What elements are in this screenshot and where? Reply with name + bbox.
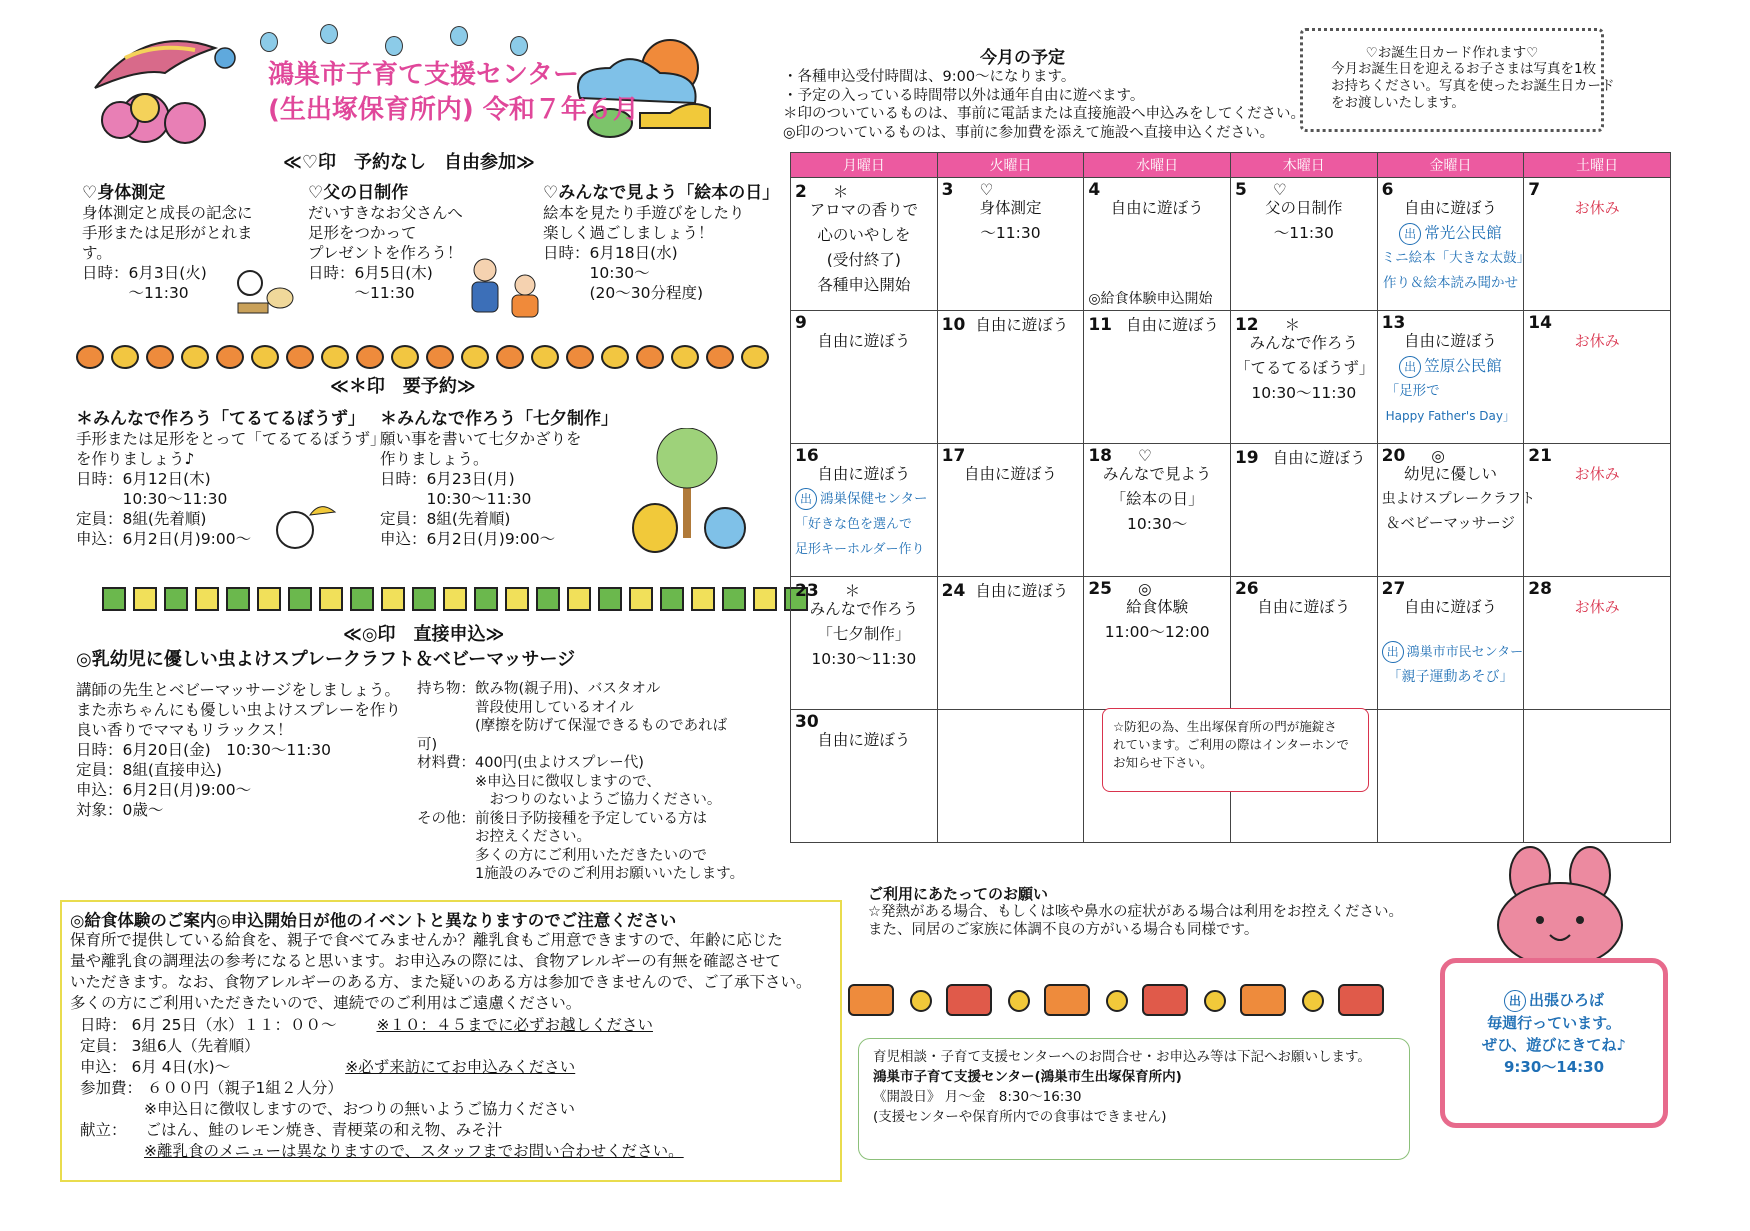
title-line-1: 鴻巣市子育て支援センター <box>268 60 579 90</box>
calendar-day-9: 9 自由に遊ぼう <box>791 311 938 444</box>
direct-event-title: ◎乳幼児に優しい虫よけスプレークラフト＆ベビーマッサージ <box>76 649 576 670</box>
calendar-day-10: 10 自由に遊ぼう <box>937 311 1084 444</box>
direct-event-notes: 持ち物：飲み物(親子用)、バスタオル 普段使用しているオイル (摩擦を防げて保湿できるものであれば 可) 材料費：400円(虫よけスプレー代) ※申込日に徴収しますので、 おつりのないようご協力ください。 その他：前後日予防接種を予定している方は お控えください。 多くの方にご利用いただきたいので 1施設のみでのご利用お願いいたします。 <box>417 681 745 882</box>
event-body-measurement: ♡身体測定 身体測定と成長の記念に 手形または足形がとれま す。 日時：6月3日(火) ～11:30 <box>82 178 253 303</box>
calendar-day-27: 27 自由に遊ぼう 出 鴻巣市市民センター 「親子運動あそび」 <box>1377 577 1524 710</box>
scale-dog-illustration <box>228 258 298 323</box>
calendar-day-25: 25 ◎ 給食体験 11:00～12:00 <box>1084 577 1231 710</box>
tanabata-tree-illustration <box>615 428 765 558</box>
calendar-week-2 <box>791 311 1671 444</box>
calendar-week-3 <box>791 444 1671 577</box>
calendar-day-7: 7 お休み <box>1524 178 1671 311</box>
outreach-badge: 出 <box>795 488 817 510</box>
calendar-day-6: 6 自由に遊ぼう 出 常光公民館 ミニ絵本「大きな太鼓」 作り＆絵本読み聞かせ <box>1377 178 1524 311</box>
dot-divider-2 <box>102 587 808 611</box>
event-fathers-day: ♡父の日制作 だいすきなお父さんへ 足形をつかって プレゼントを作ろう！ 日時：6月5日(木) ～11:30 <box>308 178 463 303</box>
calendar-day-12: 12 ＊ みんなで作ろう 「てるてるぼうず」 10:30～11:30 <box>1230 311 1377 444</box>
reserve-section-heading: ≪＊印 要予約≫ <box>330 376 476 397</box>
calendar-day-30: 30 自由に遊ぼう <box>791 710 938 843</box>
schedule-heading: 今月の予定 <box>980 48 1065 68</box>
calendar-week-4 <box>791 577 1671 710</box>
lunch-title: ◎給食体験のご案内◎申込開始日が他のイベントと異なりますのでご注意ください <box>70 911 677 930</box>
calendar-day-21: 21 お休み <box>1524 444 1671 577</box>
calendar-day-28: 28 お休み <box>1524 577 1671 710</box>
umbrella-frog-illustration <box>85 28 275 148</box>
calendar-header-row: 月曜日 火曜日 水曜日 木曜日 金曜日 土曜日 <box>791 153 1671 178</box>
calendar-day-24: 24 自由に遊ぼう <box>937 577 1084 710</box>
contact-box: 育児相談・子育て支援センターへのお問合せ・お申込み等は下記へお願いします。 鴻巣市子育て支援センター(鴻巣市生出塚保育所内) 《開設日》 月～金 8:30～16:30 (支援センターや保育所内での食事はできません) <box>858 1038 1410 1160</box>
schedule-notes: ・各種申込受付時間は、9:00～になります。 ・予定の入っている時間帯以外は通年自由に遊べます。 ＊印のついているものは、事前に電話または直接施設へ申込みをしてください。 ◎印のついているものは、事前に参加費を添えて施設へ直接申込ください。 <box>783 69 1305 141</box>
event-title: ＊みんなで作ろう「てるてるぼうず」 <box>76 409 365 429</box>
event-title: ♡身体測定 <box>82 183 166 203</box>
outreach-badge: 出 <box>1399 223 1421 245</box>
calendar-day-16: 16 自由に遊ぼう 出 鴻巣保健センター 「好きな色を選んで 足形キーホルダー作り <box>791 444 938 577</box>
usage-request: ご利用にあたってのお願い ☆発熱がある場合、もしくは咳や鼻水の症状がある場合は利用をお控えください。 また、同居のご家族に体調不良の方がいる場合も同様です。 <box>868 885 1403 938</box>
outreach-badge: 出 <box>1504 990 1526 1012</box>
bunny-illustration <box>1470 845 1650 965</box>
event-title: ♡みんなで見よう「絵本の日」 <box>543 183 780 203</box>
security-notice: ☆防犯の為、生出塚保育所の門が施錠さ れています。ご利用の際はインターホンで お知らせ下さい。 <box>1102 708 1369 792</box>
title-line-2: (生出塚保育所内) 令和７年６月 <box>268 95 639 126</box>
outreach-box: 出 出張ひろば 毎週行っています。 ぜひ、遊びにきてね♪ 9:30～14:30 <box>1440 958 1668 1128</box>
direct-event-details: 講師の先生とベビーマッサージをしましょう。 また赤ちゃんにも優しい虫よけスプレーを作り 良い香りでママもリラックス！ 日時：6月20日(金) 10:30～11:30 定員：8組(直接申込) 申込：6月2日(月)9:00～ 対象：0歳～ <box>76 681 401 819</box>
event-picture-book-day: ♡みんなで見よう「絵本の日」 絵本を見たり手遊びをしたり 楽しく過ごしましょう！ 日時：6月18日(水) 10:30～ (20～30分程度) <box>543 178 779 303</box>
calendar-day-20: 20 ◎ 幼児に優しい 虫よけスプレークラフト ＆ベビーマッサージ <box>1377 444 1524 577</box>
calendar-day-4: 4 自由に遊ぼう ◎給食体験申込開始 <box>1084 178 1231 311</box>
free-section-heading: ≪♡印 予約なし 自由参加≫ <box>283 152 535 173</box>
calendar-week-1 <box>791 178 1671 311</box>
calendar-day-19: 19 自由に遊ぼう <box>1230 444 1377 577</box>
calendar-day-14: 14 お休み <box>1524 311 1671 444</box>
lunch-intro: 保育所で提供している給食を、親子で食べてみませんか？離乳食もご用意できますので、年齢に応じた 量や離乳食の調理法の参考になると思います。お申込みの際には、食物アレルギーの有無を確認させて いただきます。なお、食物アレルギーのある方、また疑いのある方は参加できませんので、ご了承下さい。 多くの方にご利用いただきたいので、連続でのご利用はご遠慮ください。 <box>70 931 812 1012</box>
dot-divider-1 <box>76 345 769 369</box>
calendar-day-13: 13 自由に遊ぼう 出 笠原公民館 「足形で Happy Father's Day」 <box>1377 311 1524 444</box>
bus-decoration <box>848 980 1408 1016</box>
event-title: ＊みんなで作ろう「七夕制作」 <box>380 409 618 429</box>
page-title <box>268 58 639 128</box>
calendar-day-5: 5 ♡ 父の日制作 ～11:30 <box>1230 178 1377 311</box>
calendar-day-23: 23 ＊ みんなで作ろう 「七夕制作」 10:30～11:30 <box>791 577 938 710</box>
calendar-day-3: 3 ♡ 身体測定 ～11:30 <box>937 178 1084 311</box>
birthday-card-box: ♡お誕生日カード作れます♡ 今月お誕生日を迎えるお子さまは写真を1枚 お持ちください。写真を使ったお誕生日カード をお渡しいたします。 <box>1300 28 1604 132</box>
calendar-day-2: 2 ＊ アロマの香りで 心のいやしを (受付終了) 各種申込開始 <box>791 178 938 311</box>
event-teruteru: ＊みんなで作ろう「てるてるぼうず」 手形または足形をとって「てるてるぼうず」 を作りましょう♪ 日時：6月12日(木) 10:30～11:30 定員：8組(先着順) 申込：6月2日(月)9:00～ <box>76 404 386 549</box>
direct-section-heading: ≪◎印 直接申込≫ <box>343 624 505 645</box>
event-tanabata: ＊みんなで作ろう「七夕制作」 願い事を書いて七夕かざりを 作りましょう。 日時：6月23日(月) 10:30～11:30 定員：8組(先着順) 申込：6月2日(月)9:00～ <box>380 404 618 549</box>
outreach-badge: 出 <box>1382 641 1404 663</box>
event-title: ♡父の日制作 <box>308 183 409 203</box>
parent-child-illustration <box>460 255 560 325</box>
calendar-day-11: 11 自由に遊ぼう <box>1084 311 1231 444</box>
lunch-details: 日時： 6月 25日（水）１１：００～ ※１０：４５までに必ずお越しください 定員： 3組6人（先着順） 申込： 6月 4日(水)～ ※必ず来訪にてお申込みください 参加費： ６００円（親子1組２人分） ※申込日に徴収しますので、おつりの無いようご協力ください 献立： ごはん、鮭のレモン焼き、青梗菜の和え物、みそ汁 ※離乳食のメニューは異なりますので、スタッフまでお問い合わせください。 <box>80 1016 684 1160</box>
calendar-day-18: 18 ♡ みんなで見よう 「絵本の日」 10:30～ <box>1084 444 1231 577</box>
raindrops-decoration <box>260 22 560 52</box>
teruteru-illustration <box>270 500 340 560</box>
lunch-experience-box <box>60 900 842 1182</box>
calendar-day-17: 17 自由に遊ぼう <box>937 444 1084 577</box>
outreach-badge: 出 <box>1399 356 1421 378</box>
calendar-day-26: 26 自由に遊ぼう <box>1230 577 1377 710</box>
